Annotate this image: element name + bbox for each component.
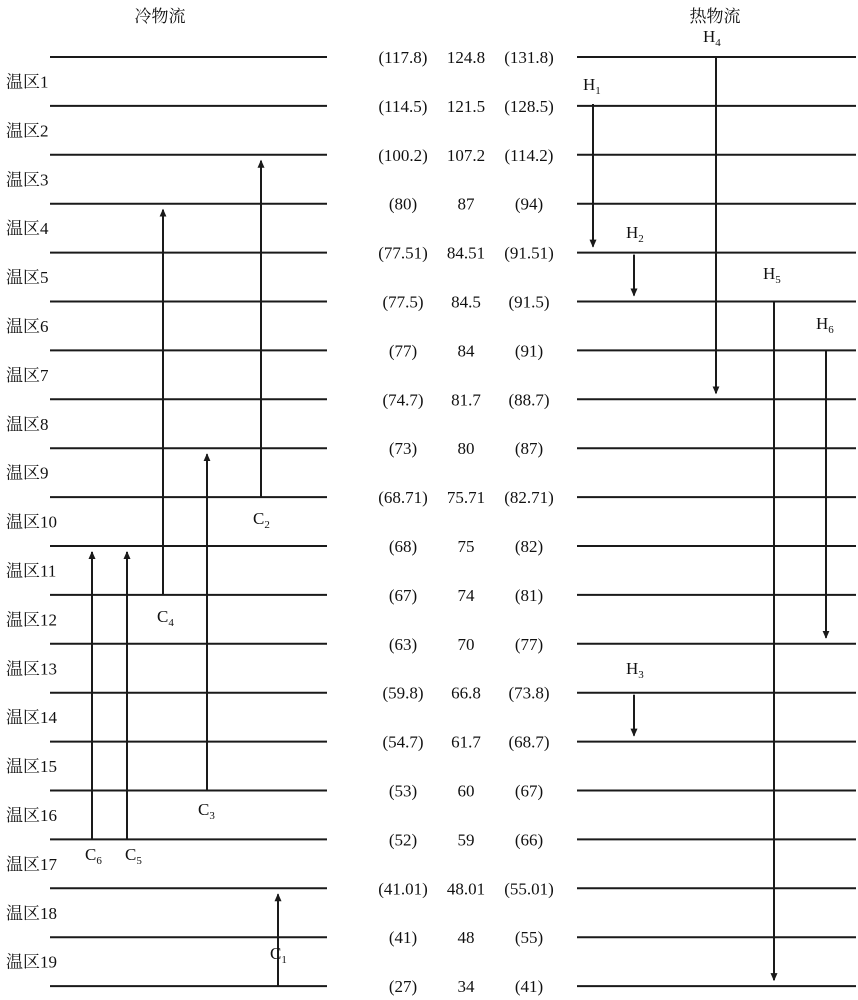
cold-stream-c2-label: $C_2$: [253, 509, 270, 531]
interval-temp: 84: [457, 341, 475, 361]
zone-label: 温区13: [6, 659, 57, 680]
temperature-labels: [378, 48, 554, 996]
shifted-temp-cold: (77.51): [378, 243, 428, 263]
interval-temp: 74: [457, 585, 475, 605]
cold-stream-header: 冷物流: [134, 7, 186, 27]
interval-temp: 59: [457, 830, 475, 850]
shifted-temp-cold: (77): [388, 341, 418, 361]
shifted-temp-cold: (53): [388, 781, 418, 801]
zone-label: 温区14: [6, 708, 57, 729]
hot-stream-h2-label: $H_2$: [626, 223, 644, 245]
shifted-temp-hot: (87): [514, 439, 544, 459]
shifted-temp-cold: (114.5): [378, 96, 428, 116]
hot-stream-h5-label: $H_5$: [763, 264, 781, 286]
shifted-temp-cold: (80): [388, 194, 418, 214]
shifted-temp-hot: (128.5): [504, 96, 554, 116]
zone-label: 温区16: [6, 805, 57, 826]
zone-label: 温区8: [6, 414, 49, 435]
zone-label: 温区15: [6, 757, 57, 778]
zone-label: 温区7: [6, 365, 49, 386]
shifted-temp-cold: (41.01): [378, 879, 428, 899]
cold-stream-c1-label: $C_1$: [270, 944, 287, 966]
zone-label: 温区17: [6, 854, 57, 875]
interval-temp: 61.7: [451, 732, 481, 752]
interval-temp: 75: [457, 537, 475, 556]
shifted-temp-hot: (82): [514, 537, 544, 556]
interval-temp: 84.5: [451, 292, 481, 312]
interval-temp: 48.01: [446, 879, 486, 899]
shifted-temp-cold: (73): [388, 439, 418, 459]
shifted-temp-cold: (59.8): [382, 683, 424, 703]
hot-stream-h4-label: $H_4$: [703, 27, 721, 49]
shifted-temp-cold: (67): [388, 585, 418, 605]
cold-stream-c4-label: $C_4$: [157, 607, 174, 629]
zone-labels: [6, 72, 58, 972]
cold-stream-arrows: [85, 161, 287, 986]
interval-temp: 34: [457, 977, 475, 997]
zone-label: 温区4: [6, 219, 49, 240]
zone-label: 温区3: [6, 170, 49, 191]
zone-label: 温区5: [6, 268, 49, 289]
cold-stream-c6-label: $C_6$: [85, 845, 102, 867]
cold-stream-c3-label: $C_3$: [198, 800, 215, 822]
shifted-temp-hot: (91.5): [508, 292, 550, 312]
shifted-temp-hot: (82.71): [504, 488, 554, 508]
interval-temp: 121.5: [446, 96, 486, 116]
zone-label: 温区1: [6, 72, 49, 93]
interval-temp: 66.8: [451, 683, 481, 703]
shifted-temp-hot: (66): [514, 830, 544, 850]
shifted-temp-cold: (117.8): [378, 48, 428, 67]
interval-temp: 75.71: [446, 488, 486, 508]
zone-label: 温区10: [6, 512, 57, 533]
shifted-temp-hot: (55): [514, 928, 544, 948]
cold-stream-c5-label: $C_5$: [125, 845, 142, 867]
hot-stream-h3-label: $H_3$: [626, 659, 644, 681]
zone-label: 温区2: [6, 121, 49, 142]
zone-label: 温区6: [6, 316, 49, 337]
zone-label: 温区12: [6, 610, 57, 631]
shifted-temp-hot: (88.7): [508, 390, 550, 410]
zone-label: 温区19: [6, 952, 57, 973]
hot-stream-h6-label: $H_6$: [816, 314, 834, 336]
interval-temp: 87: [457, 194, 475, 214]
interval-temp: 81.7: [451, 390, 481, 410]
interval-temp: 60: [457, 781, 475, 801]
hot-stream-h1-label: $H_1$: [583, 75, 601, 97]
shifted-temp-cold: (68.71): [378, 488, 428, 508]
hot-stream-arrows: [583, 27, 834, 980]
zone-label: 温区18: [6, 903, 57, 924]
shifted-temp-cold: (52): [388, 830, 418, 850]
shifted-temp-hot: (68.7): [508, 732, 550, 752]
shifted-temp-hot: (91): [514, 341, 544, 361]
shifted-temp-hot: (131.8): [504, 48, 554, 67]
interval-temp: 124.8: [446, 48, 486, 67]
shifted-temp-hot: (77): [514, 634, 544, 654]
interval-lines: [50, 57, 856, 986]
interval-temp: 107.2: [446, 145, 486, 165]
interval-temp: 48: [457, 928, 475, 948]
shifted-temp-hot: (73.8): [508, 683, 550, 703]
shifted-temp-hot: (81): [514, 585, 544, 605]
shifted-temp-hot: (41): [514, 977, 544, 997]
shifted-temp-cold: (63): [388, 634, 418, 654]
zone-label: 温区9: [6, 463, 49, 484]
zone-label: 温区11: [6, 561, 57, 582]
shifted-temp-hot: (94): [514, 194, 544, 214]
shifted-temp-cold: (54.7): [382, 732, 424, 752]
shifted-temp-cold: (100.2): [378, 145, 428, 165]
shifted-temp-cold: (68): [388, 537, 418, 556]
interval-temp: 84.51: [446, 243, 486, 263]
shifted-temp-hot: (55.01): [504, 879, 554, 899]
interval-temp: 70: [457, 634, 475, 654]
shifted-temp-cold: (41): [388, 928, 418, 948]
shifted-temp-cold: (27): [388, 977, 418, 997]
shifted-temp-hot: (67): [514, 781, 544, 801]
interval-temp: 80: [457, 439, 475, 459]
shifted-temp-cold: (77.5): [382, 292, 424, 312]
hot-stream-header: 热物流: [689, 7, 741, 27]
shifted-temp-hot: (91.51): [504, 243, 554, 263]
shifted-temp-hot: (114.2): [504, 145, 554, 165]
shifted-temp-cold: (74.7): [382, 390, 424, 410]
